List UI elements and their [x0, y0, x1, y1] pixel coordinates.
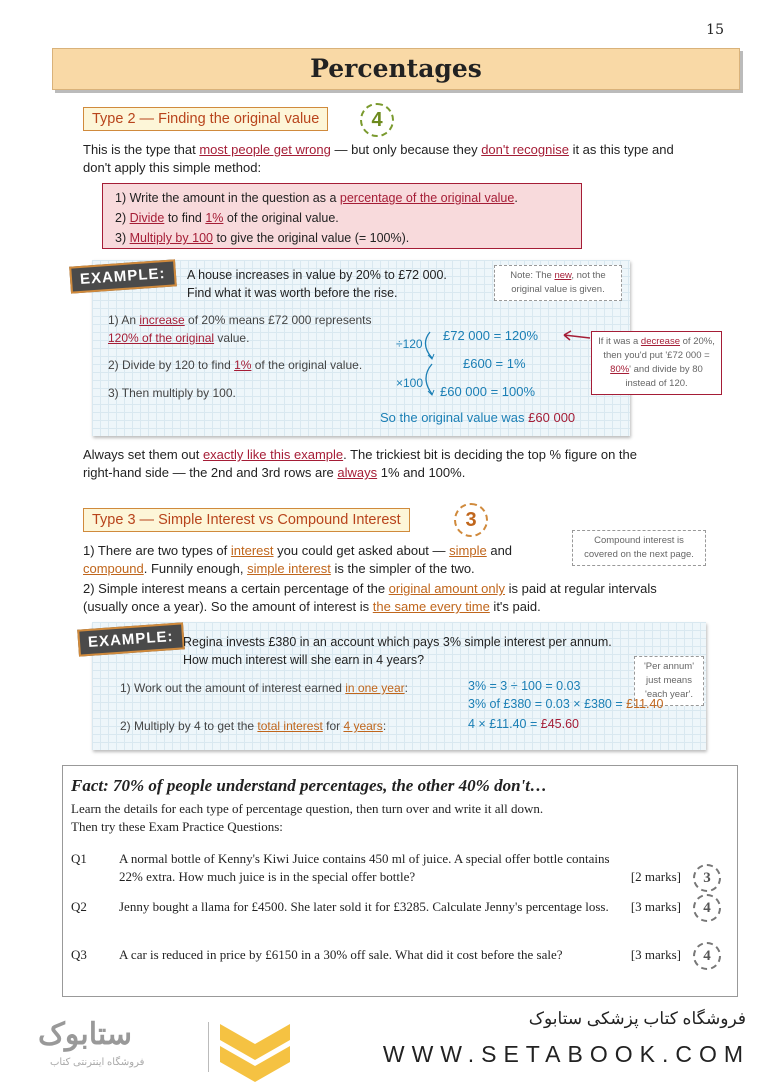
example2-question	[183, 633, 612, 669]
key-phrase: 1%	[205, 211, 224, 225]
text-run: of 20% means £72 000 represents	[184, 313, 372, 327]
key-phrase: new	[554, 270, 572, 281]
text-run: for	[322, 719, 344, 733]
arrow-icon	[560, 330, 592, 344]
text-run: 1) There are two types of	[83, 543, 231, 558]
setabook-chevron-logo-icon	[218, 1022, 292, 1082]
text-run: Note: The	[510, 270, 555, 281]
calc-row: 3% = 3 ÷ 100 = 0.03	[468, 679, 581, 693]
example2-step	[120, 717, 386, 735]
text-run: you could get asked about —	[273, 543, 450, 558]
multiply-op: ×100	[396, 376, 424, 390]
key-phrase: increase	[139, 313, 185, 327]
text-run: If it was a	[598, 336, 641, 347]
key-phrase: 80%	[610, 364, 630, 375]
key-phrase: compound	[83, 561, 144, 576]
calc-row: 4 × £11.40 = £45.60	[468, 717, 579, 731]
text-run: 1) Work out the amount of interest earned	[120, 681, 346, 695]
grade-badge: 3	[693, 864, 721, 892]
shop-name: فروشگاه کتاب پزشکی ستابوک	[528, 1009, 746, 1028]
grade-badge: 4	[360, 103, 394, 137]
example1-question	[187, 266, 447, 302]
question-q3: Q3 A car is reduced in price by £6150 in a 30% off sale. What did it cost before the sale? [3 marks] 4	[71, 946, 721, 964]
type3-point	[83, 542, 563, 578]
example1-answer: So the original value was £60 000	[380, 410, 576, 425]
key-phrase: decrease	[640, 336, 680, 347]
type3-point	[83, 580, 673, 616]
text-run: 1) Write the amount in the question as a	[115, 191, 340, 205]
key-phrase: exactly like this example	[202, 447, 344, 462]
key-phrase: Multiply by 100	[129, 231, 213, 245]
key-phrase: interest	[230, 543, 274, 558]
fact-title: Fact: 70% of people understand percentages, the other 40% don't…	[71, 776, 547, 795]
text-run: Always set them out	[83, 447, 203, 462]
page-number: 15	[706, 22, 724, 38]
question-line: A house increases in value by 20% to £72 000.	[187, 268, 447, 282]
question-q2: Q2 Jenny bought a llama for £4500. She later sold it for £3285. Calculate Jenny's percentage loss. [3 marks] 4	[71, 898, 721, 916]
calc-row: £600 = 1%	[463, 356, 526, 371]
text-run: value.	[214, 331, 250, 345]
key-phrase: simple interest	[247, 561, 331, 576]
question-line: Regina invests £380 in an account which pays 3% simple interest per annum.	[183, 635, 612, 649]
example1-step	[108, 356, 362, 374]
decrease-note	[591, 331, 722, 395]
key-phrase: simple	[449, 543, 487, 558]
method-step	[115, 188, 569, 208]
text-run: 2) Simple interest means a certain percentage of the	[83, 581, 389, 596]
curved-arrows-icon	[418, 330, 442, 400]
text-run: :	[404, 681, 408, 695]
logo-subtitle: فروشگاه اینترنتی کتاب	[50, 1057, 145, 1068]
text-run: of the original value.	[223, 211, 339, 225]
text-run: .	[514, 191, 518, 205]
key-phrase: total interest	[257, 719, 323, 733]
key-phrase: original amount only	[388, 581, 506, 596]
calc-row: £60 000 = 100%	[440, 384, 536, 399]
text-run: This is the type that	[83, 142, 200, 157]
text-run: 1% and 100%.	[377, 465, 466, 480]
example-badge: EXAMPLE:	[77, 622, 184, 656]
grade-badge: 4	[693, 942, 721, 970]
text-run: 1) An	[108, 313, 140, 327]
key-phrase: 4 years	[343, 719, 383, 733]
method-box	[102, 183, 582, 249]
fact-line: Learn the details for each type of percentage question, then turn over and write it all down.	[71, 801, 544, 816]
text-run: ' and divide by 80 instead of 120.	[625, 364, 703, 389]
text-run: is the simpler of the two.	[330, 561, 475, 576]
example-badge: EXAMPLE:	[69, 259, 176, 293]
text-run: of the original value.	[251, 358, 363, 372]
exam-practice-box	[62, 765, 738, 997]
note-box	[494, 265, 622, 301]
key-phrase: 120% of the original	[108, 331, 215, 345]
text-run: 2) Multiply by 4 to get the	[120, 719, 258, 733]
key-phrase: don't recognise	[481, 142, 569, 157]
divide-op: ÷120	[396, 337, 423, 351]
note-box: 'Per annum' just means 'each year'.	[634, 656, 704, 706]
text-run: it's paid.	[489, 599, 541, 614]
key-phrase: always	[337, 465, 378, 480]
key-phrase: Divide	[129, 211, 165, 225]
type2-heading: Type 2 — Finding the original value	[83, 107, 328, 131]
text-run: 3)	[115, 231, 130, 245]
type3-heading: Type 3 — Simple Interest vs Compound Interest	[83, 508, 410, 532]
fact-line: Then try these Exam Practice Questions:	[71, 819, 283, 834]
example1-step	[108, 311, 378, 347]
text-run: it as this type and don't apply this simple method:	[83, 142, 674, 175]
setabook-logo-text: ستابوک	[38, 1018, 133, 1051]
question-line: Find what it was worth before the rise.	[187, 286, 398, 300]
example1-step	[108, 384, 236, 402]
text-run: . Funnily enough,	[143, 561, 248, 576]
text-run: 2)	[115, 211, 130, 225]
note-box: Compound interest is covered on the next page.	[572, 530, 706, 566]
shop-url[interactable]: WWW.SETABOOK.COM	[382, 1041, 750, 1067]
text-run: — but only because they	[330, 142, 482, 157]
text-run: to give the original value (= 100%).	[212, 231, 410, 245]
key-phrase: in one year	[345, 681, 405, 695]
footer-banner	[0, 997, 764, 1080]
question-q1: Q1 A normal bottle of Kenny's Kiwi Juice contains 450 ml of juice. A special offer bottle contains 22% extra. How much juice is in the special offer bottle? [2 marks] 3	[71, 850, 721, 886]
text-run: to find	[164, 211, 206, 225]
text-run: 3) Then multiply by 100.	[108, 386, 236, 400]
key-phrase: the same every time	[372, 599, 490, 614]
calc-row: 3% of £380 = 0.03 × £380 = £11.40	[468, 697, 664, 711]
text-run: is paid at regular intervals (usually once a year). So the amount of interest is	[83, 581, 657, 614]
calc-row: £72 000 = 120%	[443, 328, 539, 343]
advice-text	[83, 446, 643, 482]
page-title: Percentages	[52, 48, 740, 90]
text-run: 2) Divide by 120 to find	[108, 358, 235, 372]
key-phrase: most people get wrong	[199, 142, 331, 157]
grade-badge: 3	[454, 503, 488, 537]
key-phrase: 1%	[234, 358, 252, 372]
grade-badge: 4	[693, 894, 721, 922]
text-run: . The trickiest bit is deciding the top % figure on the right-hand side — the 2nd and 3rd rows are	[83, 447, 637, 480]
example2-step	[120, 679, 408, 697]
text-run: of 20%, then you'd put '£72 000 =	[603, 336, 715, 361]
method-step	[115, 228, 569, 248]
type2-intro	[83, 141, 683, 177]
text-run: , not the original value is given.	[511, 270, 606, 295]
question-line: How much interest will she earn in 4 years?	[183, 653, 425, 667]
method-step	[115, 208, 569, 228]
text-run: :	[382, 719, 387, 733]
key-phrase: percentage of the original value	[339, 191, 515, 205]
divider	[208, 1022, 209, 1072]
text-run: and	[486, 543, 513, 558]
